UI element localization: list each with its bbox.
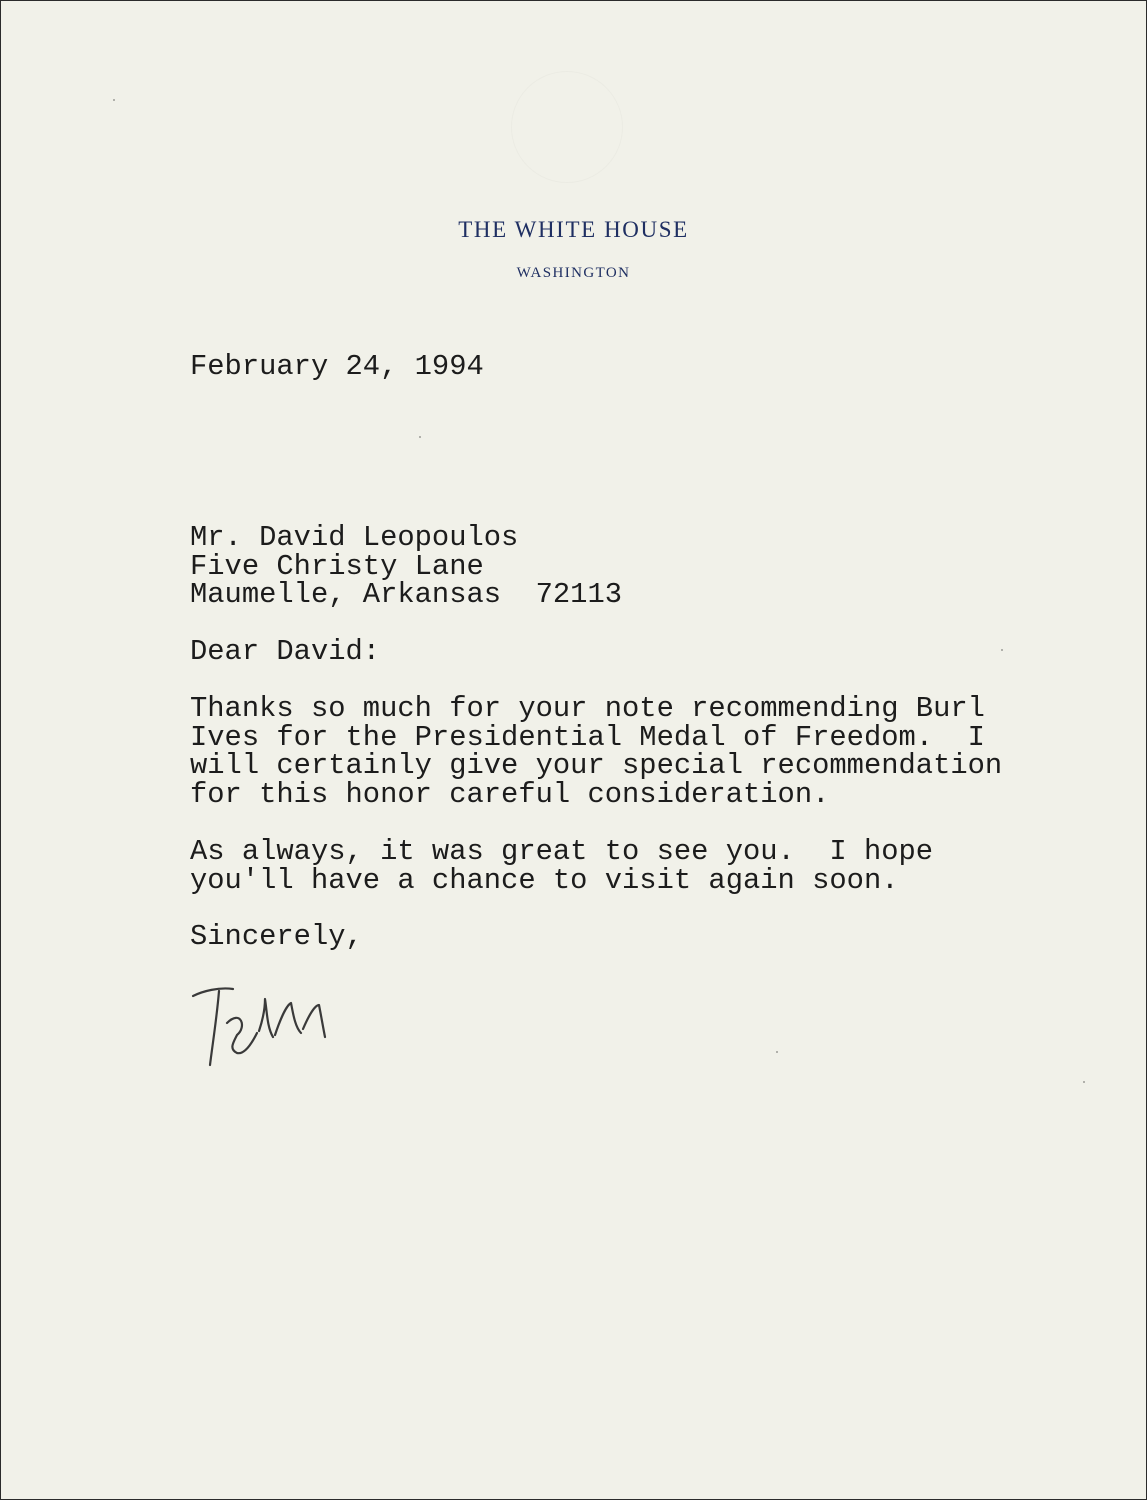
paragraph-line: Thanks so much for your note recommending Burl	[190, 692, 985, 725]
paper-speck	[776, 1051, 778, 1053]
letterhead-subtitle: WASHINGTON	[516, 265, 631, 281]
body-paragraph-1	[190, 692, 1003, 811]
paper-speck	[1083, 1081, 1085, 1083]
paragraph-line: As always, it was great to see you. I hope	[190, 835, 934, 868]
letter-date: February 24, 1994	[190, 350, 484, 383]
recipient-city-state-zip: Maumelle, Arkansas 72113	[190, 578, 623, 611]
paper-speck	[113, 99, 115, 101]
closing: Sincerely,	[190, 920, 363, 953]
embossed-seal-icon	[511, 71, 623, 183]
paper-speck	[1001, 649, 1003, 651]
body-paragraph-2	[190, 835, 934, 897]
recipient-name: Mr. David Leopoulos	[190, 521, 519, 554]
paragraph-line: Ives for the Presidential Medal of Freedom. I	[190, 720, 985, 754]
signature-strokes	[193, 988, 325, 1065]
paragraph-line: will certainly give your special recommendation	[190, 749, 1003, 782]
handwritten-signature-icon	[181, 971, 391, 1081]
salutation: Dear David:	[190, 635, 381, 668]
paragraph-line: you'll have a chance to visit again soon.	[190, 863, 899, 897]
letterhead-title: THE WHITE HOUSE	[458, 217, 689, 242]
recipient-address	[190, 521, 623, 611]
paragraph-line: for this honor careful consideration.	[190, 777, 830, 811]
paper-speck	[419, 436, 421, 438]
letter-page	[1, 1, 1146, 1499]
recipient-street: Five Christy Lane	[190, 549, 484, 583]
